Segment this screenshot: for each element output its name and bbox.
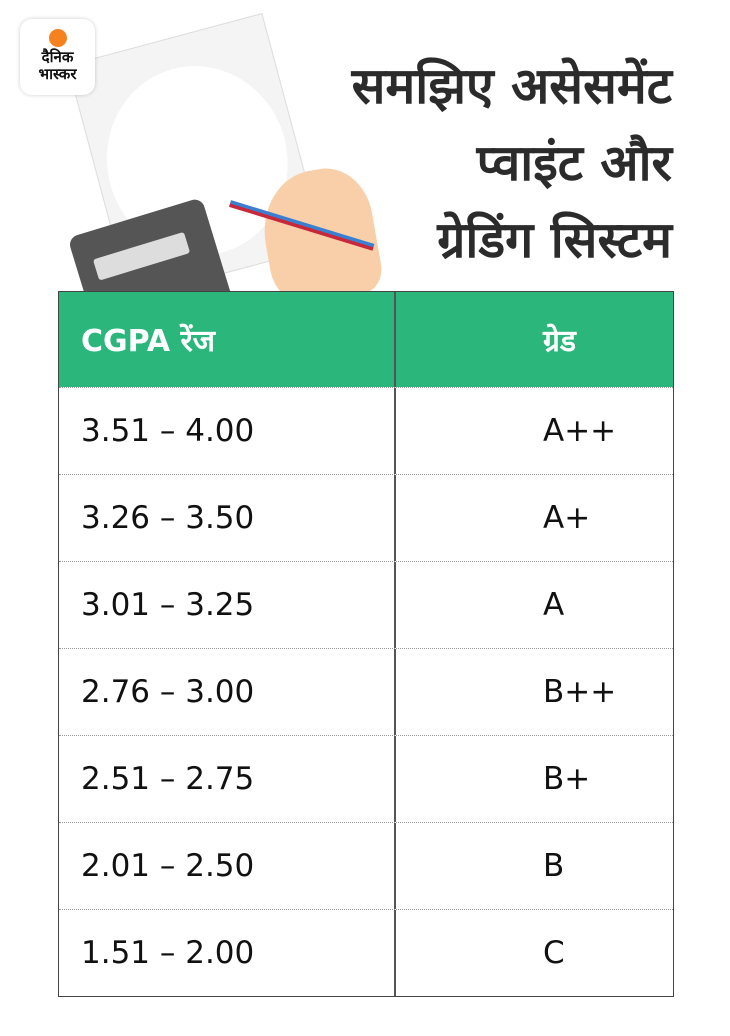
logo-text-2: भास्कर [38, 65, 77, 83]
title-line-3: ग्रेडिंग सिस्टम [437, 211, 672, 269]
logo-text-1: दैनिक [41, 48, 74, 66]
grade-cell: B++ [543, 674, 617, 710]
title-line-1: समझिए असेसमेंट [351, 57, 672, 115]
cgpa-range-cell: 3.26 – 3.50 [59, 475, 396, 561]
cgpa-range-cell: 2.01 – 2.50 [59, 823, 396, 909]
table-row [59, 909, 673, 996]
page-title [352, 48, 672, 279]
table-row [59, 561, 673, 648]
table-row [59, 387, 673, 474]
table-row [59, 822, 673, 909]
grade-cell: C [543, 935, 565, 971]
table-row [59, 735, 673, 822]
cgpa-range-cell: 3.51 – 4.00 [59, 388, 396, 474]
sun-icon [49, 29, 67, 47]
table-header [59, 292, 673, 387]
title-line-2: प्वाइंट और [476, 134, 672, 192]
grade-cell: A+ [543, 500, 591, 536]
cgpa-range-cell: 2.51 – 2.75 [59, 736, 396, 822]
header-grade: ग्रेड [543, 324, 576, 359]
grade-cell: A++ [543, 413, 617, 449]
dainik-bhaskar-logo [20, 19, 95, 95]
header-cgpa-range: CGPA रेंज [59, 292, 396, 387]
table-row [59, 648, 673, 735]
cgpa-range-cell: 2.76 – 3.00 [59, 649, 396, 735]
cgpa-range-cell: 3.01 – 3.25 [59, 562, 396, 648]
cgpa-range-cell: 1.51 – 2.00 [59, 910, 396, 996]
grade-cell: A [543, 587, 565, 623]
grading-table [58, 291, 674, 997]
grade-cell: B [543, 848, 565, 884]
grade-cell: B+ [543, 761, 591, 797]
table-row [59, 474, 673, 561]
